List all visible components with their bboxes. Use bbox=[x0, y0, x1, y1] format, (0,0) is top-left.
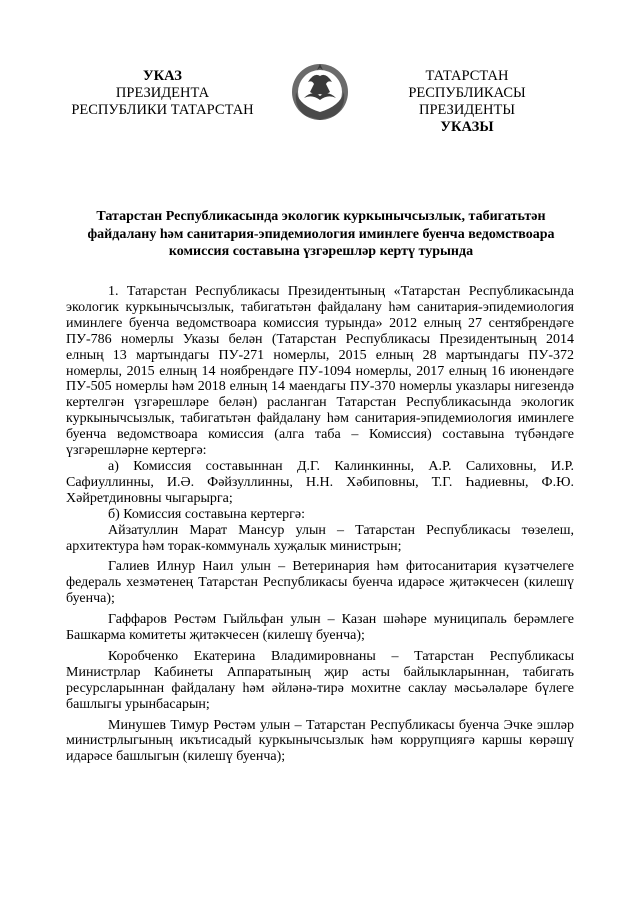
document-title: Татарстан Республикасында экологик куркынычсызлык, табигатьтән файдалану һәм санитария-эпидемиология иминлеге буенча ведомствоара комиссия составына үзгәрешләр кертү турында bbox=[87, 209, 555, 259]
paragraph-6: Гаффаров Рөстәм Гыйльфан улын – Казан шәһәре муниципаль берәмлеге Башкарма комитеты җитәкчесен (килешү буенча); bbox=[66, 612, 574, 644]
paragraph-7: Коробченко Екатерина Владимировнаны – Татарстан Республикасы Министрлар Кабинеты Аппаратының җир асты байлыкларыннан, табигать ресурсларыннан файдалану һәм әйләнә-тирә мохитне саклау мәсьәләләре бүлеге башлыгы урынбасарын; bbox=[66, 648, 574, 712]
header-right bbox=[368, 68, 566, 136]
header-right-line-3: УКАЗЫ bbox=[440, 119, 494, 135]
header-left-line-2: ПРЕЗИДЕНТА bbox=[115, 85, 210, 101]
paragraph-3: б) Комиссия составына кертергә: bbox=[108, 506, 306, 522]
tatarstan-emblem-icon bbox=[290, 62, 350, 124]
paragraph-2: а) Комиссия составыннан Д.Г. Калинкинны, А.Р. Салиховны, И.Р. Сафиуллинны, И.Ә. Фәйзуллинны, Н.Н. Хәбиповны, Т.Г. Һадиевны, Ф.Ю. Хәйретдиновны чыгарырга; bbox=[66, 458, 574, 506]
header-right-line-1: ТАТАРСТАН РЕСПУБЛИКАСЫ bbox=[408, 68, 526, 101]
header-right-line-2: ПРЕЗИДЕНТЫ bbox=[418, 102, 516, 118]
paragraph-4: Айзатуллин Марат Мансур улын – Татарстан Республикасы төзелеш, архитектура һәм торак-коммуналь хуҗалык министрын; bbox=[66, 522, 574, 554]
document-body bbox=[66, 284, 574, 765]
paragraph-5: Галиев Илнур Наил улын – Ветеринария һәм фитосанитария күзәтчелеге федераль хезмәтенең Татарстан Республикасы буенча идарәсе җитәкчесен (килешү буенча); bbox=[66, 559, 574, 607]
header-left-line-1: УКАЗ bbox=[143, 68, 182, 84]
header-left bbox=[60, 68, 265, 119]
paragraph-8: Минушев Тимур Рөстәм улын – Татарстан Республикасы буенча Эчке эшләр министрлыгының икътисадый куркынычсызлык һәм коррупциягә каршы көрәшү идарәсе башлыгын (килешү буенча); bbox=[66, 717, 574, 765]
header-left-line-3: РЕСПУБЛИКИ ТАТАРСТАН bbox=[71, 102, 254, 118]
paragraph-1: 1. Татарстан Республикасы Президентының «Татарстан Республикасында экологик куркынычсызлык, табигатьтән файдалану һәм санитария-эпидемиология иминлеге буенча ведомствоара комиссия турында» 2012 елның 27 сентябрендәге ПУ-786 номерлы Указы белән (Татарстан Республикасы Президентының 2014 елның 13 мартындагы ПУ-271 номерлы, 2015 елның 28 мартындагы ПУ-372 номерлы, 2015 елның 14 ноябрендәге ПУ-1094 номерлы, 2017 елның 16 июнендәге ПУ-505 номерлы һәм 2018 елның 14 маендагы ПУ-370 номерлы указлары нигезендә кертелгән үзгәрешләре белән) расланган Татарстан Республикасында экологик куркынычсызлык, табигатьтән файдалану һәм санитария-эпидемиология иминлеге буенча ведомствоара комиссия (алга таба – Комиссия) составына түбәндәге үзгәрешләрне кертергә: bbox=[66, 284, 574, 459]
